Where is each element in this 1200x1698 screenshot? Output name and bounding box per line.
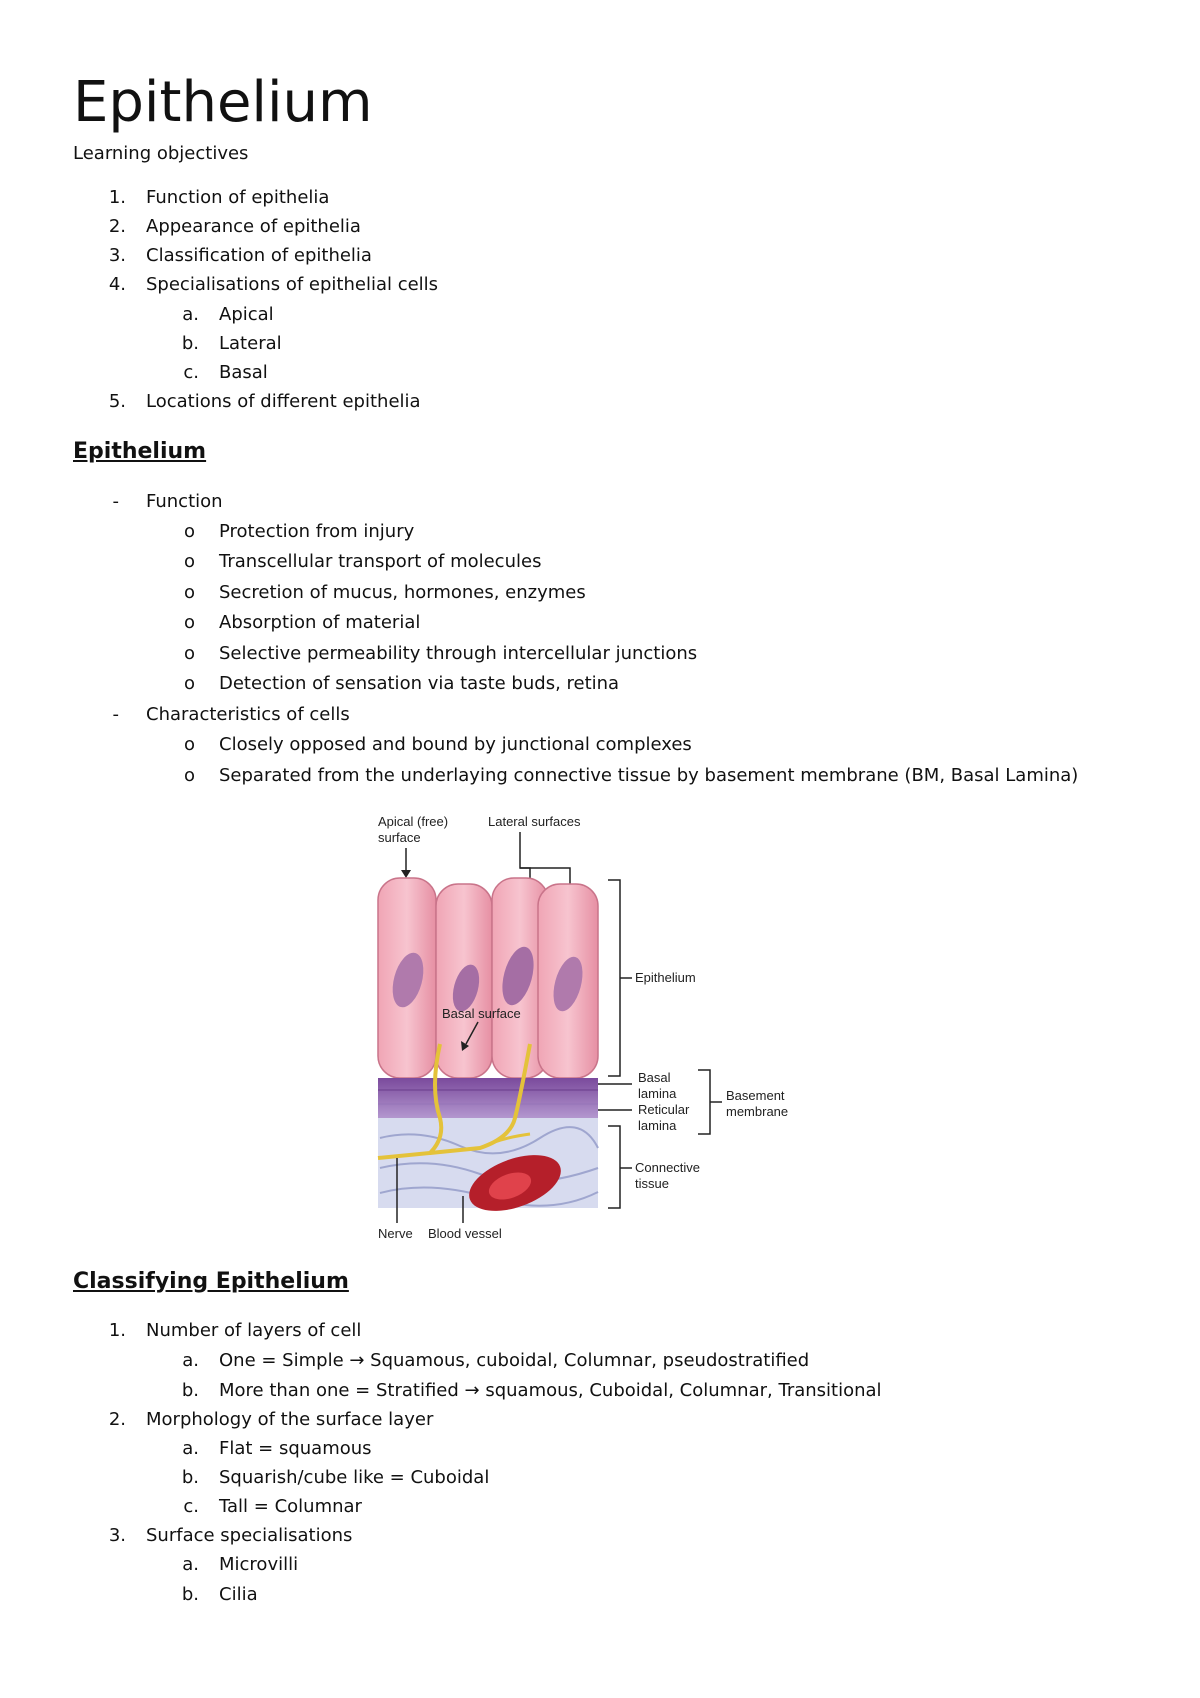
sub-bullet-item: o Selective permeability through intercellular junctions	[183, 643, 698, 664]
basement-bracket	[698, 1070, 710, 1134]
sub-bullet-item: o Closely opposed and bound by junctional complexes	[183, 734, 692, 755]
epithelium-diagram	[370, 808, 820, 1268]
label-blood-vessel: Blood vessel	[428, 1226, 502, 1241]
objective-item: 5. Locations of different epithelia	[108, 391, 421, 412]
subtitle: Learning objectives	[73, 143, 249, 164]
classify-subitem: a. One = Simple → Squamous, cuboidal, Columnar, pseudostratified	[182, 1350, 810, 1371]
page-title: Epithelium	[73, 70, 373, 135]
label-basal-surface: Basal surface	[442, 1006, 521, 1021]
basal-lamina	[378, 1078, 598, 1118]
sub-bullet-item: o Transcellular transport of molecules	[183, 551, 542, 572]
section-heading-classifying: Classifying Epithelium	[73, 1269, 349, 1294]
sub-bullet-item: o Separated from the underlaying connective tissue by basement membrane (BM, Basal Lamina)	[183, 765, 1079, 786]
bullet-item: - Characteristics of cells	[112, 704, 350, 725]
label-connective-2: tissue	[635, 1176, 669, 1191]
objective-subitem: a. Apical	[182, 304, 274, 325]
classify-subitem: a. Microvilli	[182, 1554, 299, 1575]
label-reticular-1: Reticular	[638, 1102, 690, 1117]
classify-item: 1. Number of layers of cell	[108, 1320, 362, 1341]
label-connective-1: Connective	[635, 1160, 701, 1175]
connective-bracket	[608, 1126, 620, 1208]
objective-subitem: c. Basal	[183, 362, 268, 383]
objective-item: 1. Function of epithelia	[108, 187, 330, 208]
label-basement-1: Basement	[726, 1088, 785, 1103]
classify-subitem: b. Squarish/cube like = Cuboidal	[181, 1467, 490, 1488]
label-lateral: Lateral surfaces	[488, 814, 581, 829]
classify-item: 2. Morphology of the surface layer	[108, 1409, 434, 1430]
label-apical-1: Apical (free)	[378, 814, 449, 829]
section-heading-epithelium: Epithelium	[73, 439, 207, 464]
sub-bullet-item: o Secretion of mucus, hormones, enzymes	[183, 582, 586, 603]
label-basement-2: membrane	[726, 1104, 789, 1119]
label-basal-lamina-1: Basal	[638, 1070, 671, 1085]
classify-subitem: a. Flat = squamous	[182, 1438, 372, 1459]
epithelium-bracket	[608, 880, 620, 1076]
sub-bullet-item: o Absorption of material	[183, 612, 421, 633]
classify-subitem: c. Tall = Columnar	[183, 1496, 362, 1517]
objective-subitem: b. Lateral	[181, 333, 282, 354]
classify-item: 3. Surface specialisations	[108, 1525, 353, 1546]
objective-item: 4. Specialisations of epithelial cells	[108, 274, 439, 295]
sub-bullet-item: o Detection of sensation via taste buds, retina	[183, 673, 620, 694]
classify-subitem: b. Cilia	[181, 1584, 258, 1605]
classify-subitem: b. More than one = Stratified → squamous, Cuboidal, Columnar, Transitional	[181, 1380, 882, 1401]
objective-item: 2. Appearance of epithelia	[108, 216, 361, 237]
objective-item: 3. Classification of epithelia	[108, 245, 372, 266]
sub-bullet-item: o Protection from injury	[183, 521, 415, 542]
bullet-item: - Function	[112, 491, 223, 512]
label-basal-lamina-2: lamina	[638, 1086, 677, 1101]
apical-arrow-head	[401, 870, 411, 878]
label-apical-2: surface	[378, 830, 421, 845]
label-reticular-2: lamina	[638, 1118, 677, 1133]
label-nerve: Nerve	[378, 1226, 413, 1241]
label-epithelium: Epithelium	[635, 970, 696, 985]
